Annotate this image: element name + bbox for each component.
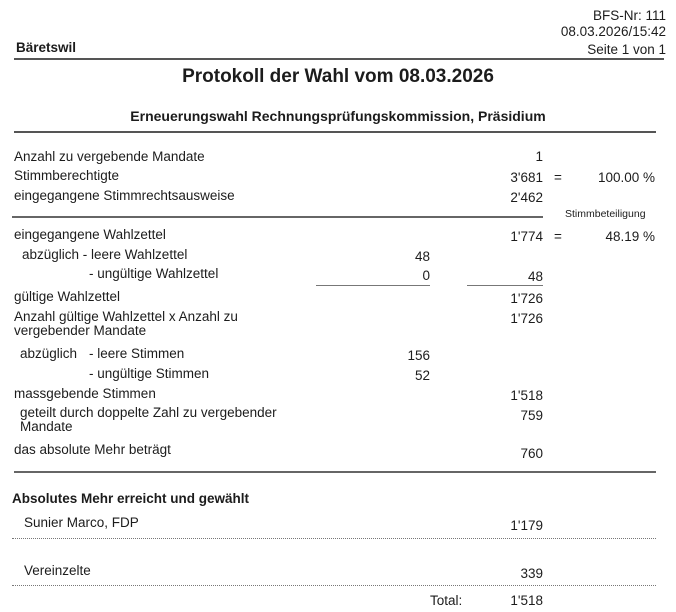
decisive-votes-value: 1'518 (510, 388, 543, 403)
eligible-label: Stimmberechtigte (14, 168, 120, 183)
row-dotted-separator (12, 538, 656, 539)
empty-ballots-value: 48 (414, 249, 430, 264)
subtotal-underline-left (316, 285, 430, 286)
row-dotted-separator (12, 585, 656, 586)
valid-x-mandates-label-2: vergebender Mandate (14, 323, 147, 338)
scattered-label: Vereinzelte (24, 563, 91, 578)
header-divider (14, 58, 664, 60)
candidate-votes: 1'179 (510, 518, 543, 533)
eligible-value: 3'681 (510, 170, 543, 185)
results-divider (14, 471, 656, 473)
eligible-percent: 100.00 % (597, 170, 655, 185)
valid-x-mandates-value: 1'726 (510, 311, 543, 326)
mandates-label: Anzahl zu vergebende Mandate (14, 149, 205, 164)
election-subtitle: Erneuerungswahl Rechnungsprüfungskommission, Präsidium (130, 108, 546, 124)
ballots-received-label: eingegangene Wahlzettel (14, 227, 166, 242)
section-divider (12, 216, 543, 218)
empty-votes-label: - leere Stimmen (89, 346, 185, 361)
subtitle-divider (14, 131, 656, 133)
subtotal-underline-right (467, 285, 543, 286)
absolute-majority-label: das absolute Mehr beträgt (14, 442, 171, 457)
ballots-received-value: 1'774 (510, 229, 543, 244)
valid-x-mandates-label-1: Anzahl gültige Wahlzettel x Anzahl zu (14, 309, 238, 324)
scattered-votes: 339 (520, 566, 543, 581)
invalid-votes-value: 52 (414, 368, 430, 383)
municipality-name: Bäretswil (16, 40, 77, 55)
page-number: Seite 1 von 1 (587, 42, 666, 57)
ids-received-value: 2'462 (510, 190, 543, 205)
divided-label-2: Mandate (20, 419, 73, 434)
bfs-number: BFS-Nr: 111 (592, 8, 666, 23)
eligible-equals: = (554, 170, 562, 185)
total-label: Total: (430, 593, 463, 608)
total-value: 1'518 (510, 593, 543, 608)
absolute-majority-value: 760 (520, 446, 543, 461)
ids-received-label: eingegangene Stimmrechtsausweise (14, 188, 235, 203)
invalid-ballots-label: - ungültige Wahlzettel (89, 266, 219, 281)
divided-value: 759 (520, 408, 543, 423)
turnout-percent: 48.19 % (605, 229, 655, 244)
invalid-subtotal-value: 48 (527, 269, 543, 284)
empty-votes-value: 156 (407, 348, 430, 363)
ballots-equals: = (554, 229, 562, 244)
results-heading: Absolutes Mehr erreicht und gewählt (12, 491, 250, 506)
valid-ballots-label: gültige Wahlzettel (14, 289, 121, 304)
empty-votes-prefix: abzüglich (20, 346, 78, 361)
invalid-ballots-value: 0 (422, 268, 430, 283)
decisive-votes-label: massgebende Stimmen (14, 386, 156, 401)
valid-ballots-value: 1'726 (510, 291, 543, 306)
invalid-votes-label: - ungültige Stimmen (89, 366, 210, 381)
turnout-label: Stimmbeteiligung (565, 208, 646, 220)
page-title: Protokoll der Wahl vom 08.03.2026 (182, 66, 494, 87)
candidate-name: Sunier Marco, FDP (24, 515, 139, 530)
mandates-value: 1 (535, 149, 543, 164)
print-datetime: 08.03.2026/15:42 (560, 24, 666, 39)
empty-ballots-label: abzüglich - leere Wahlzettel (22, 247, 188, 262)
divided-label-1: geteilt durch doppelte Zahl zu vergebender (20, 405, 277, 420)
